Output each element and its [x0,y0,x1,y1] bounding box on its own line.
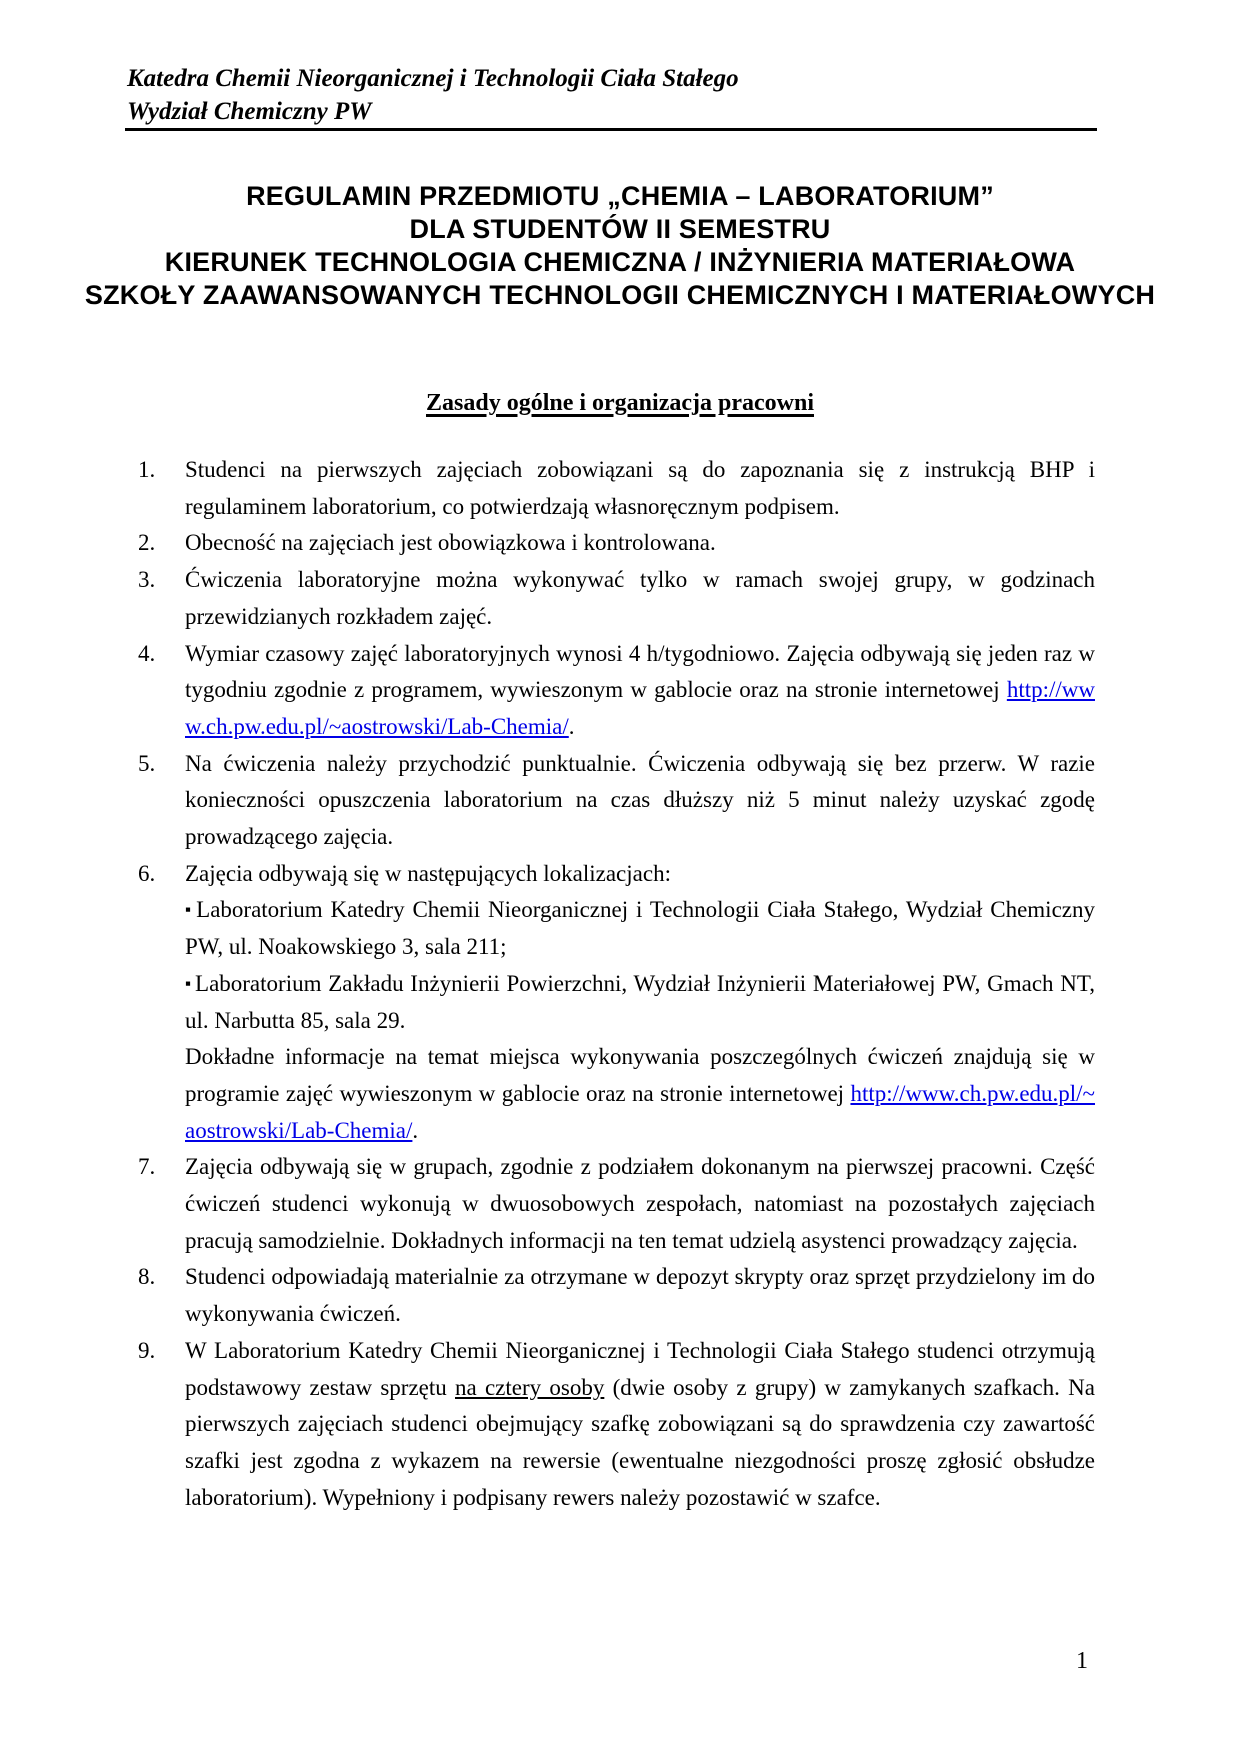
list-item-9 [138,1333,1095,1517]
page-number: 1 [1076,1648,1088,1674]
header-faculty-line: Wydział Chemiczny PW [127,98,372,125]
note-text-pre: Dokładne informacje na temat miejsca wykonywania poszczególnych ćwiczeń znajdują się w programie zajęć wywieszonym w gablocie oraz na stronie internetowej [185,1044,1095,1106]
list-item-2 [138,525,1095,562]
title-line-1: REGULAMIN PRZEDMIOTU „CHEMIA – LABORATORIUM” [246,181,994,211]
item-text-post: . [568,713,575,739]
list-item-6 [138,856,1095,1150]
rules-list [138,452,1095,1516]
item-text: Na ćwiczenia należy przychodzić punktualnie. Ćwiczenia odbywają się bez przerw. W razie konieczności opuszczenia laboratorium na czas dłuższy niż 5 minut należy uzyskać zgodę prowadzącego zajęcia. [185,750,1095,850]
item-text [185,636,1095,746]
list-item-1 [138,452,1095,525]
list-item-8 [138,1259,1095,1332]
item-text-post: (dwie osoby z grupy) w zamykanych szafkach. Na pierwszych zajęciach studenci obejmujący szafkę zobowiązani są do sprawdzenia czy zawartość szafki jest zgodna z wykazem na rewersie (ewentualne niezgodności proszę zgłosić obsłudze laboratorium). Wypełniony i podpisany rewers należy pozostawić w szafce. [185,1374,1095,1510]
item-text-pre: Wymiar czasowy zajęć laboratoryjnych wynosi 4 h/tygodniowo. Zajęcia odbywają się jeden raz w tygodniu zgodnie z programem, wywieszonym w gablocie oraz na stronie internetowej [185,640,1095,703]
lab-chemia-link[interactable]: http://www.ch.pw.edu.pl/~aostrowski/Lab-Chemia/ [185,677,1095,739]
item-number: 6. [138,860,156,886]
item-number: 1. [138,457,156,482]
item-number: 9. [138,1337,156,1363]
location-text: Laboratorium Zakładu Inżynierii Powierzchni, Wydział Inżynierii Materiałowej PW, Gmach NT, ul. Narbutta 85, sala 29. [185,970,1095,1033]
item-text [185,1333,1095,1517]
item-number: 3. [138,567,156,593]
square-bullet-icon: ▪ [185,900,194,920]
list-item-3 [138,562,1095,635]
title-line-2: DLA STUDENTÓW II SEMESTRU [409,214,831,244]
item-text: Studenci odpowiadają materialnie za otrzymane w depozyt skrypty oraz sprzęt przydzielony im do wykonywania ćwiczeń. [185,1264,1095,1327]
lab-chemia-link[interactable]: http://www.ch.pw.edu.pl/~aostrowski/Lab-Chemia/ [185,1080,1095,1143]
document-header [127,62,1097,128]
item-intro: Zajęcia odbywają się w następujących lokalizacjach: [185,860,671,886]
list-item-4 [138,636,1095,746]
item-number: 5. [138,750,156,776]
list-item-5 [138,746,1095,856]
item-number: 8. [138,1264,156,1290]
item-text: Obecność na zajęciach jest obowiązkowa i kontrolowana. [185,530,716,556]
item-number: 4. [138,640,156,666]
document-title [70,180,1170,312]
item-body [185,856,1095,1150]
item-text: Studenci na pierwszych zajęciach zobowiązani są do zapoznania się z instrukcją BHP i regulaminem laboratorium, co potwierdzają własnoręcznym podpisem. [185,457,1095,519]
underlined-phrase: na cztery osoby [455,1374,605,1400]
location-bullet-1 [185,892,1095,965]
list-item-7 [138,1149,1095,1259]
title-line-3: KIERUNEK TECHNOLOGIA CHEMICZNA / INŻYNIERIA MATERIAŁOWA [164,247,1076,277]
item-number: 2. [138,530,156,556]
header-rule [125,128,1097,131]
header-department-line: Katedra Chemii Nieorganicznej i Technologii Ciała Stałego [127,65,739,92]
item-note [185,1039,1095,1149]
item-text-pre: W Laboratorium Katedry Chemii Nieorganicznej i Technologii Ciała Stałego studenci otrzymują podstawowy zestaw sprzętu [185,1337,1095,1400]
item-text: Ćwiczenia laboratoryjne można wykonywać tylko w ramach swojej grupy, w godzinach przewidzianych rozkładem zajęć. [185,567,1095,629]
square-bullet-icon: ▪ [185,973,193,993]
location-bullet-2 [185,966,1095,1039]
section-heading: Zasady ogólne i organizacja pracowni [426,390,814,416]
title-line-4: SZKOŁY ZAAWANSOWANYCH TECHNOLOGII CHEMICZNYCH I MATERIAŁOWYCH [84,280,1156,310]
item-text: Zajęcia odbywają się w grupach, zgodnie z podziałem dokonanym na pierwszej pracowni. Część ćwiczeń studenci wykonują w dwuosobowych zespołach, natomiast na pozostałych zajęciach pracują samodzielnie. Dokładnych informacji na ten temat udzielą asystenci prowadzący zajęcia. [185,1154,1095,1253]
item-number: 7. [138,1154,156,1180]
location-text: Laboratorium Katedry Chemii Nieorganicznej i Technologii Ciała Stałego, Wydział Chemiczny PW, ul. Noakowskiego 3, sala 211; [185,897,1095,960]
note-text-post: . [412,1117,419,1143]
